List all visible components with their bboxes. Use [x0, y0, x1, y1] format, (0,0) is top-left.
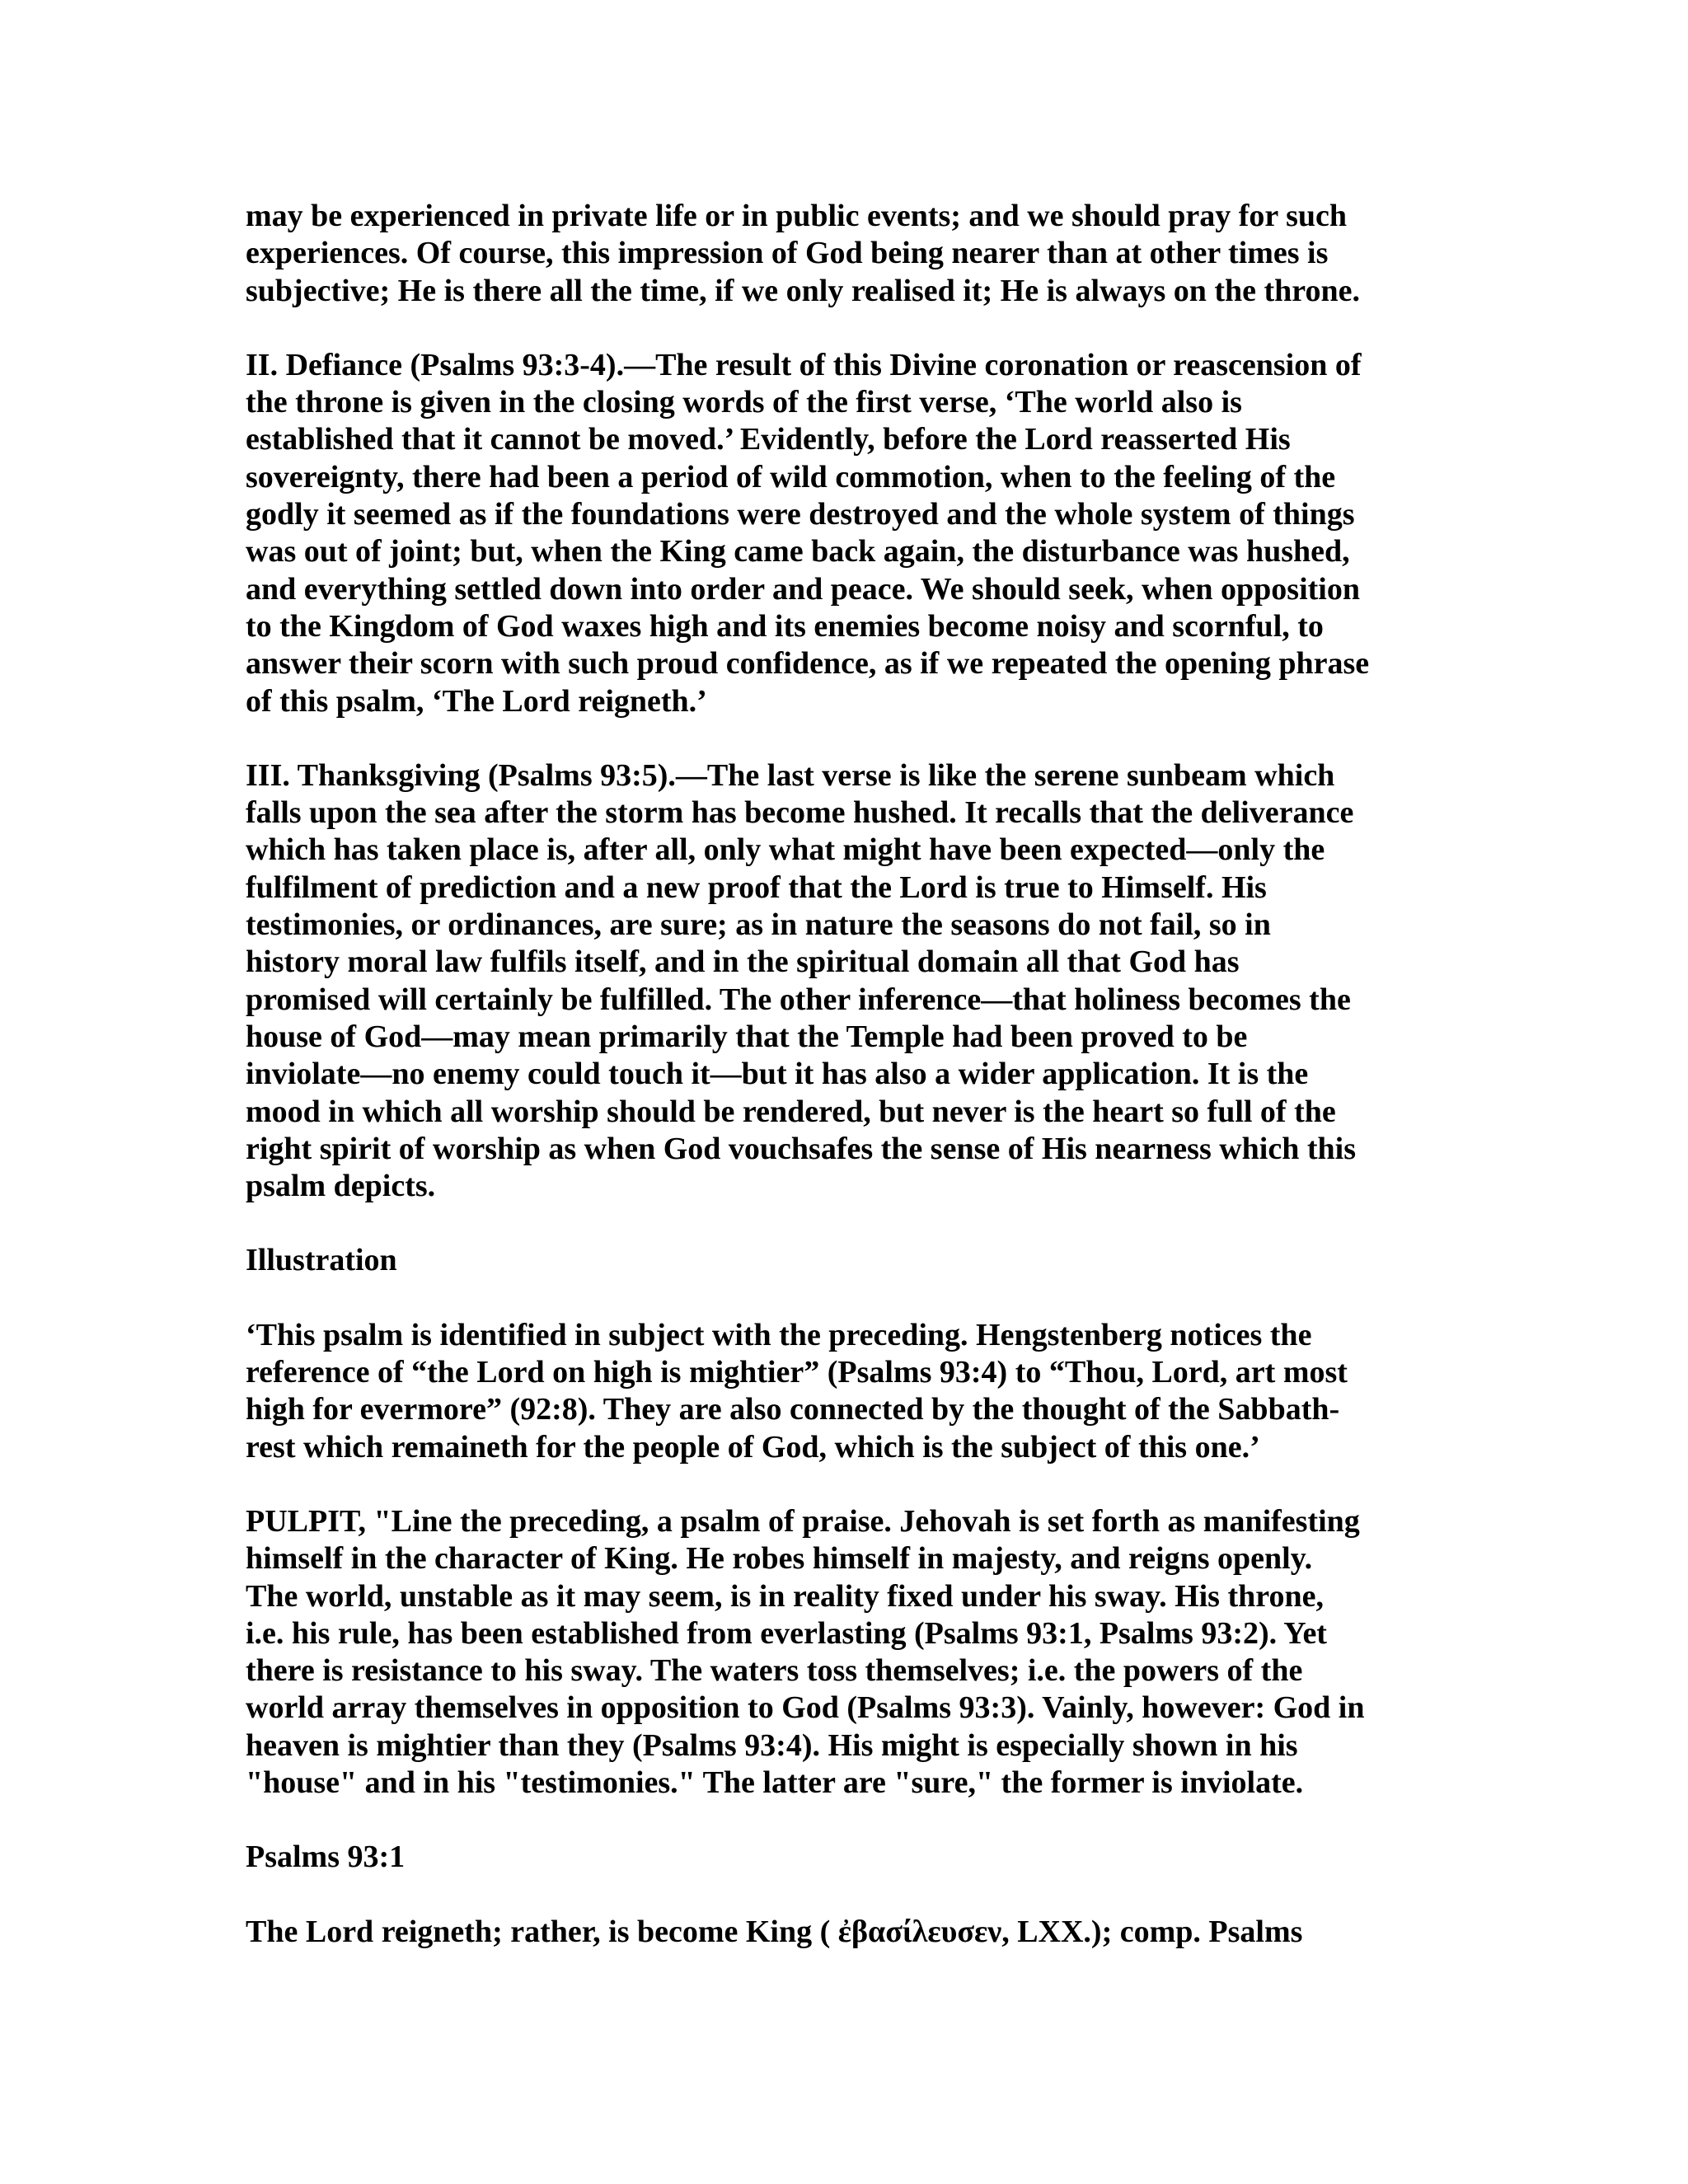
text-line: the throne is given in the closing words of the first verse, ‘The world also is: [246, 385, 1242, 420]
text-line: answer their scorn with such proud confidence, as if we repeated the opening phrase: [246, 646, 1370, 682]
text-line: mood in which all worship should be rendered, but never is the heart so full of the: [246, 1094, 1336, 1129]
text-line: godly it seemed as if the foundations were destroyed and the whole system of things: [246, 497, 1355, 532]
text-line: there is resistance to his sway. The waters toss themselves; i.e. the powers of the: [246, 1653, 1303, 1689]
text-line: established that it cannot be moved.’ Evidently, before the Lord reasserted His: [246, 422, 1291, 457]
paragraph-pulpit: [246, 1503, 1441, 1802]
text-line: The Lord reigneth; rather, is become King ( ἐβασίλευσεν, LXX.); comp. Psalms: [246, 1914, 1303, 1949]
text-line: heaven is mightier than they (Psalms 93:4). His might is especially shown in his: [246, 1727, 1298, 1763]
text-line: testimonies, or ordinances, are sure; as in nature the seasons do not fail, so in: [246, 907, 1271, 943]
document-body: [246, 198, 1441, 1988]
heading-psalms-93-1: [246, 1839, 1441, 1876]
text-line: promised will certainly be fulfilled. The other inference—that holiness becomes the: [246, 982, 1351, 1017]
text-line: of this psalm, ‘The Lord reigneth.’: [246, 683, 707, 719]
text-line: world array themselves in opposition to God (Psalms 93:3). Vainly, however: God in: [246, 1690, 1365, 1726]
paragraph-thanksgiving: [246, 757, 1441, 1206]
text-line: experiences. Of course, this impression of God being nearer than at other times is: [246, 236, 1329, 271]
text-line: may be experienced in private life or in public events; and we should pray for such: [246, 199, 1348, 233]
text-line: PULPIT, "Line the preceding, a psalm of praise. Jehovah is set forth as manifesting: [246, 1503, 1360, 1539]
text-line: i.e. his rule, has been established from everlasting (Psalms 93:1, Psalms 93:2). Yet: [246, 1615, 1327, 1651]
paragraph-illustration-quote: [246, 1317, 1441, 1466]
paragraph-defiance: [246, 347, 1441, 720]
paragraph-lord-reigneth: [246, 1914, 1441, 1951]
text-line: sovereignty, there had been a period of wild commotion, when to the feeling of the: [246, 459, 1336, 494]
text-line: house of God—may mean primarily that the Temple had been proved to be: [246, 1019, 1248, 1054]
text-line: was out of joint; but, when the King came back again, the disturbance was hushed,: [246, 534, 1350, 569]
text-line: to the Kingdom of God waxes high and its enemies become noisy and scornful, to: [246, 608, 1324, 644]
text-line: subjective; He is there all the time, if we only realised it; He is always on the throne.: [246, 273, 1360, 308]
text-line: right spirit of worship as when God vouchsafes the sense of His nearness which this: [246, 1131, 1356, 1166]
text-line: psalm depicts.: [246, 1169, 436, 1204]
text-line: II. Defiance (Psalms 93:3-4).—The result of this Divine coronation or reascension of: [246, 347, 1362, 382]
heading-illustration: [246, 1242, 1441, 1279]
text-line: "house" and in his "testimonies." The latter are "sure," the former is inviolate.: [246, 1765, 1304, 1800]
text-line: history moral law fulfils itself, and in the spiritual domain all that God has: [246, 944, 1240, 980]
text-line: fulfilment of prediction and a new proof that the Lord is true to Himself. His: [246, 869, 1267, 905]
text-line: inviolate—no enemy could touch it—but it has also a wider application. It is the: [246, 1057, 1309, 1092]
text-line: The world, unstable as it may seem, is in reality fixed under his sway. His throne,: [246, 1578, 1324, 1614]
text-line: high for evermore” (92:8). They are also connected by the thought of the Sabbath-: [246, 1392, 1340, 1427]
text-line: rest which remaineth for the people of God, which is the subject of this one.’: [246, 1429, 1260, 1465]
text-line: Illustration: [246, 1243, 397, 1278]
text-line: III. Thanksgiving (Psalms 93:5).—The last verse is like the serene sunbeam which: [246, 757, 1335, 793]
text-line: which has taken place is, after all, only what might have been expected—only the: [246, 832, 1325, 868]
text-line: and everything settled down into order and peace. We should seek, when opposition: [246, 571, 1360, 607]
paragraph-continuation: [246, 198, 1441, 310]
text-line: falls upon the sea after the storm has become hushed. It recalls that the deliverance: [246, 795, 1354, 831]
text-line: reference of “the Lord on high is mightier” (Psalms 93:4) to “Thou, Lord, art most: [246, 1355, 1348, 1390]
text-line: himself in the character of King. He robes himself in majesty, and reigns openly.: [246, 1541, 1313, 1577]
text-line: ‘This psalm is identified in subject with the preceding. Hengstenberg notices the: [246, 1317, 1312, 1352]
text-line: Psalms 93:1: [246, 1840, 406, 1875]
